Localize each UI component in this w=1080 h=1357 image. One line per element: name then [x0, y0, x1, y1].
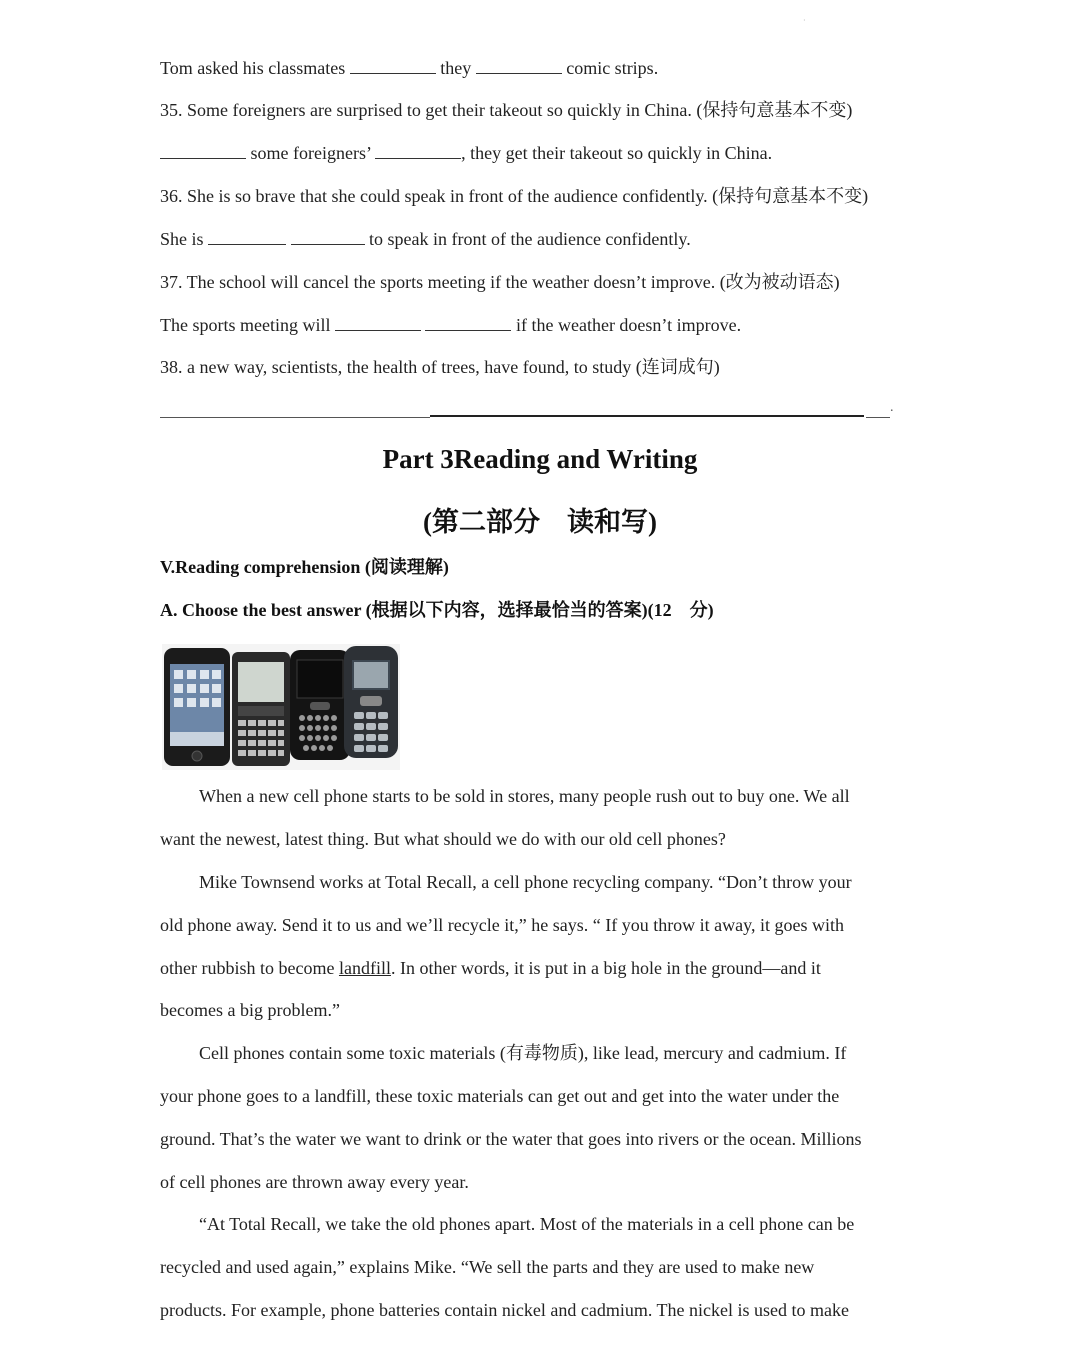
q34-text-2: they	[435, 58, 476, 78]
passage-p3-line3: ground. That’s the water we want to drink or the water that goes into rivers or the ocean. Millions	[160, 1129, 862, 1149]
page-corner-mark: ·	[803, 16, 806, 25]
passage-p2-line3	[160, 956, 821, 980]
q36-blank-1[interactable]	[208, 228, 286, 245]
q38-answer-line-1[interactable]	[160, 417, 430, 418]
q37-text-1: The sports meeting will	[160, 315, 335, 335]
passage-p2-line2: old phone away. Send it to us and we’ll recycle it,” he says. “ If you throw it away, it goes with	[160, 915, 844, 935]
passage-p2-line1: Mike Townsend works at Total Recall, a cell phone recycling company. “Don’t throw your	[199, 872, 852, 892]
q34-text-1: Tom asked his classmates	[160, 58, 350, 78]
q36-blank-2[interactable]	[291, 228, 365, 245]
q34-blank-1[interactable]	[350, 57, 436, 74]
passage-p3-line2: your phone goes to a landfill, these toxic materials can get out and get into the water under the	[160, 1086, 840, 1106]
blackberry-phone-icon	[290, 650, 350, 760]
q37-prompt: 37. The school will cancel the sports meeting if the weather doesn’t improve. (改为被动语态)	[160, 272, 840, 292]
part3-title: Part 3Reading and Writing	[382, 444, 698, 474]
q35-blank-1[interactable]	[160, 142, 246, 159]
q35-prompt: 35. Some foreigners are surprised to get their takeout so quickly in China. (保持句意基本不变)	[160, 100, 853, 120]
passage-p3-line1: Cell phones contain some toxic materials (有毒物质), like lead, mercury and cadmium. If	[199, 1043, 847, 1063]
q34-blank-2[interactable]	[476, 57, 562, 74]
q36-answer-line	[160, 227, 691, 251]
part3-subtitle: (第二部分 读和写)	[423, 507, 657, 537]
underlined-word-landfill: landfill	[338, 958, 391, 978]
passage-p3-line4: of cell phones are thrown away every year.	[160, 1172, 469, 1192]
q37-text-2: if the weather doesn’t improve.	[511, 315, 742, 335]
q36-prompt: 36. She is so brave that she could speak in front of the audience confidently. (保持句意基本不变)	[160, 186, 869, 206]
q37-blank-2[interactable]	[425, 314, 511, 331]
passage-p1-line2: want the newest, latest thing. But what should we do with our old cell phones?	[160, 829, 726, 849]
passage-p2-line3-b: . In other words, it is put in a big hole in the ground—and it	[390, 958, 821, 978]
nokia-candybar-phone-icon	[344, 646, 398, 758]
q35-text-2: , they get their takeout so quickly in China.	[461, 143, 773, 163]
nokia-qwerty-phone-icon	[232, 652, 290, 766]
q35-text-1: some foreigners’	[246, 143, 376, 163]
q34-answer-line	[160, 56, 658, 80]
section-a-instructions: A. Choose the best answer (根据以下内容，选择最恰当的答案)(12 分)	[160, 600, 714, 620]
q37-blank-1[interactable]	[335, 314, 421, 331]
q34-text-3: comic strips.	[561, 58, 659, 78]
iphone-icon	[164, 648, 230, 766]
passage-p4-line1: “At Total Recall, we take the old phones apart. Most of the materials in a cell phone can be	[199, 1214, 855, 1234]
q37-answer-line	[160, 313, 741, 337]
passage-p4-line3: products. For example, phone batteries contain nickel and cadmium. The nickel is used to make	[160, 1300, 849, 1320]
passage-p1-line1: When a new cell phone starts to be sold in stores, many people rush out to buy one. We all	[199, 786, 850, 806]
q36-text-1: She is	[160, 229, 209, 249]
passage-p2-line3-a: other rubbish to become	[160, 958, 339, 978]
passage-p4-line2: recycled and used again,” explains Mike. “We sell the parts and they are used to make new	[160, 1257, 815, 1277]
q38-answer-end: .	[890, 400, 894, 415]
q38-answer-line-2[interactable]	[430, 415, 864, 417]
q35-blank-2[interactable]	[375, 142, 461, 159]
passage-p2-line4: becomes a big problem.”	[160, 1000, 340, 1020]
q35-answer-line	[160, 141, 772, 165]
cell-phones-photo	[162, 644, 400, 770]
q38-answer-line-3[interactable]	[866, 417, 890, 418]
section-title: V.Reading comprehension (阅读理解)	[160, 557, 449, 577]
q36-text-2: to speak in front of the audience confidently.	[364, 229, 691, 249]
q38-prompt: 38. a new way, scientists, the health of trees, have found, to study (连词成句)	[160, 357, 720, 377]
